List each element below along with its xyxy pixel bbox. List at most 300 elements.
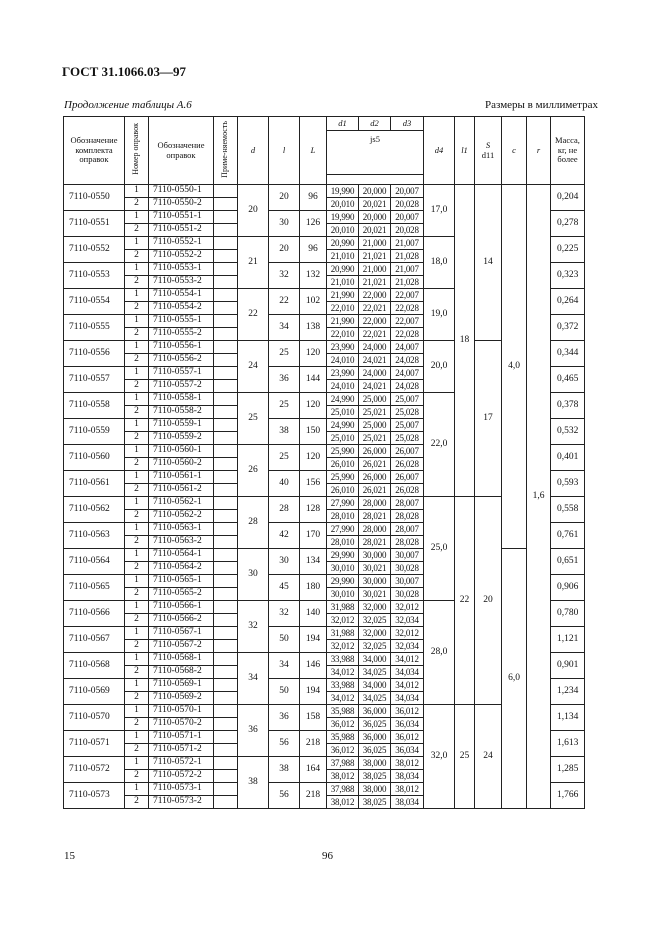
- kit-designation: 7110-0550: [64, 185, 125, 211]
- mandrel-number: 2: [125, 796, 149, 809]
- mandrel-designation: 7110-0562-1: [149, 497, 214, 510]
- d3-value: 20,028: [391, 224, 424, 237]
- l-value: 56: [269, 783, 300, 809]
- d2-value: 38,025: [359, 796, 391, 809]
- applicability-cell: [214, 575, 238, 588]
- mandrel-designation: 7110-0567-1: [149, 627, 214, 640]
- d2-value: 25,021: [359, 432, 391, 445]
- header-r: r: [527, 117, 551, 185]
- d2-value: 34,000: [359, 679, 391, 692]
- d2-value: 25,021: [359, 406, 391, 419]
- mandrel-number: 2: [125, 250, 149, 263]
- applicability-cell: [214, 211, 238, 224]
- d1-value: 38,012: [327, 770, 359, 783]
- kit-designation: 7110-0555: [64, 315, 125, 341]
- mandrel-number: 2: [125, 406, 149, 419]
- L-value: 126: [300, 211, 327, 237]
- d4-value: 32,0: [424, 705, 455, 809]
- kit-designation: 7110-0560: [64, 445, 125, 471]
- d3-value: 34,034: [391, 692, 424, 705]
- L-value: 120: [300, 393, 327, 419]
- header-d4: d4: [424, 117, 455, 185]
- d2-value: 34,025: [359, 692, 391, 705]
- d4-value: 17,0: [424, 185, 455, 237]
- mandrel-designation: 7110-0569-1: [149, 679, 214, 692]
- d2-value: 34,025: [359, 666, 391, 679]
- mandrel-number: 2: [125, 536, 149, 549]
- d1-value: 25,010: [327, 406, 359, 419]
- d2-value: 28,021: [359, 536, 391, 549]
- mandrel-number: 2: [125, 380, 149, 393]
- d1-value: 31,988: [327, 627, 359, 640]
- d2-value: 28,000: [359, 523, 391, 536]
- d2-value: 30,021: [359, 562, 391, 575]
- mandrel-number: 1: [125, 419, 149, 432]
- kit-designation: 7110-0556: [64, 341, 125, 367]
- d2-value: 30,000: [359, 575, 391, 588]
- mass-value: 1,234: [551, 679, 585, 705]
- mandrel-designation: 7110-0554-2: [149, 302, 214, 315]
- kit-designation: 7110-0564: [64, 549, 125, 575]
- d2-value: 32,025: [359, 640, 391, 653]
- d1-value: 31,988: [327, 601, 359, 614]
- table-row: [64, 185, 585, 198]
- d3-value: 28,007: [391, 523, 424, 536]
- applicability-cell: [214, 666, 238, 679]
- d-value: 28: [238, 497, 269, 549]
- applicability-cell: [214, 315, 238, 328]
- mandrel-number: 2: [125, 302, 149, 315]
- d1-value: 21,990: [327, 289, 359, 302]
- mass-value: 1,766: [551, 783, 585, 809]
- mandrel-designation: 7110-0563-1: [149, 523, 214, 536]
- d1-value: 23,990: [327, 341, 359, 354]
- header-l1: l1: [455, 117, 475, 185]
- d3-value: 21,007: [391, 263, 424, 276]
- applicability-cell: [214, 341, 238, 354]
- L-value: 144: [300, 367, 327, 393]
- mandrel-designation: 7110-0553-1: [149, 263, 214, 276]
- mandrel-number: 2: [125, 224, 149, 237]
- kit-designation: 7110-0570: [64, 705, 125, 731]
- mandrel-designation: 7110-0568-1: [149, 653, 214, 666]
- mandrel-designation: 7110-0550-2: [149, 198, 214, 211]
- mandrel-designation: 7110-0558-1: [149, 393, 214, 406]
- d1-value: 25,990: [327, 445, 359, 458]
- d2-value: 28,000: [359, 497, 391, 510]
- L-value: 146: [300, 653, 327, 679]
- d1-value: 24,990: [327, 393, 359, 406]
- l-value: 38: [269, 757, 300, 783]
- mandrel-designation: 7110-0559-2: [149, 432, 214, 445]
- applicability-cell: [214, 484, 238, 497]
- applicability-cell: [214, 523, 238, 536]
- mass-value: 0,465: [551, 367, 585, 393]
- d1-value: 19,990: [327, 211, 359, 224]
- applicability-cell: [214, 185, 238, 198]
- applicability-cell: [214, 679, 238, 692]
- d3-value: 26,007: [391, 471, 424, 484]
- applicability-cell: [214, 497, 238, 510]
- mass-value: 1,121: [551, 627, 585, 653]
- mandrel-designation: 7110-0553-2: [149, 276, 214, 289]
- mandrel-number: 1: [125, 237, 149, 250]
- applicability-cell: [214, 796, 238, 809]
- d3-value: 25,007: [391, 393, 424, 406]
- applicability-cell: [214, 627, 238, 640]
- applicability-cell: [214, 302, 238, 315]
- kit-designation: 7110-0573: [64, 783, 125, 809]
- kit-designation: 7110-0558: [64, 393, 125, 419]
- header-L: L: [300, 117, 327, 185]
- l-value: 30: [269, 211, 300, 237]
- mass-value: 0,593: [551, 471, 585, 497]
- kit-designation: 7110-0554: [64, 289, 125, 315]
- d2-value: 22,021: [359, 328, 391, 341]
- mass-value: 1,613: [551, 731, 585, 757]
- table-header: [64, 117, 585, 185]
- mass-value: 0,378: [551, 393, 585, 419]
- d2-value: 21,021: [359, 250, 391, 263]
- d2-value: 38,000: [359, 757, 391, 770]
- applicability-cell: [214, 406, 238, 419]
- mandrel-number: 2: [125, 562, 149, 575]
- d2-value: 32,025: [359, 614, 391, 627]
- mandrel-designation: 7110-0556-1: [149, 341, 214, 354]
- d1-value: 36,012: [327, 718, 359, 731]
- applicability-cell: [214, 718, 238, 731]
- mandrel-number: 2: [125, 770, 149, 783]
- d1-value: 21,990: [327, 315, 359, 328]
- l-value: 56: [269, 731, 300, 757]
- mass-value: 0,906: [551, 575, 585, 601]
- applicability-cell: [214, 614, 238, 627]
- mandrel-number: 1: [125, 627, 149, 640]
- l-value: 42: [269, 523, 300, 549]
- header-mass: Масса, кг, не более: [551, 117, 585, 185]
- d3-value: 36,034: [391, 718, 424, 731]
- d1-value: 21,010: [327, 250, 359, 263]
- kit-designation: 7110-0551: [64, 211, 125, 237]
- S-value: 14: [475, 185, 502, 341]
- mandrel-number: 1: [125, 289, 149, 302]
- mandrel-number: 1: [125, 705, 149, 718]
- d2-value: 36,000: [359, 731, 391, 744]
- d3-value: 22,028: [391, 328, 424, 341]
- mandrel-designation: 7110-0557-2: [149, 380, 214, 393]
- d3-value: 28,007: [391, 497, 424, 510]
- mandrel-designation: 7110-0559-1: [149, 419, 214, 432]
- d1-value: 36,012: [327, 744, 359, 757]
- L-value: 150: [300, 419, 327, 445]
- d2-value: 32,000: [359, 627, 391, 640]
- mandrel-number: 2: [125, 432, 149, 445]
- l-value: 38: [269, 419, 300, 445]
- kit-designation: 7110-0561: [64, 471, 125, 497]
- L-value: 194: [300, 679, 327, 705]
- kit-designation: 7110-0569: [64, 679, 125, 705]
- L-value: 194: [300, 627, 327, 653]
- mandrel-designation: 7110-0573-2: [149, 796, 214, 809]
- applicability-cell: [214, 757, 238, 770]
- mandrel-designation: 7110-0566-2: [149, 614, 214, 627]
- d1-value: 24,010: [327, 354, 359, 367]
- mandrel-designation: 7110-0566-1: [149, 601, 214, 614]
- applicability-cell: [214, 549, 238, 562]
- L-value: 158: [300, 705, 327, 731]
- d2-value: 20,000: [359, 211, 391, 224]
- header-d: d: [238, 117, 269, 185]
- mass-value: 0,532: [551, 419, 585, 445]
- header-d2: d2: [359, 117, 391, 131]
- mandrel-number: 1: [125, 263, 149, 276]
- applicability-cell: [214, 263, 238, 276]
- L-value: 170: [300, 523, 327, 549]
- d1-value: 34,012: [327, 692, 359, 705]
- d-value: 36: [238, 705, 269, 757]
- mandrel-number: 2: [125, 198, 149, 211]
- L-value: 96: [300, 237, 327, 263]
- d1-value: 25,010: [327, 432, 359, 445]
- d3-value: 20,007: [391, 185, 424, 198]
- mandrel-number: 2: [125, 354, 149, 367]
- d2-value: 36,000: [359, 705, 391, 718]
- applicability-cell: [214, 562, 238, 575]
- mass-value: 0,323: [551, 263, 585, 289]
- applicability-cell: [214, 354, 238, 367]
- mandrel-designation: 7110-0552-1: [149, 237, 214, 250]
- header-applicability: Приме-няемость: [214, 117, 238, 185]
- header-mandrel: Обозначение оправок: [149, 117, 214, 185]
- d3-value: 24,007: [391, 341, 424, 354]
- mass-value: 1,285: [551, 757, 585, 783]
- header-S: S d11: [475, 117, 502, 185]
- d4-value: 19,0: [424, 289, 455, 341]
- mandrel-number: 2: [125, 744, 149, 757]
- kit-designation: 7110-0553: [64, 263, 125, 289]
- applicability-cell: [214, 770, 238, 783]
- l-value: 34: [269, 653, 300, 679]
- d3-value: 22,007: [391, 315, 424, 328]
- L-value: 164: [300, 757, 327, 783]
- kit-designation: 7110-0552: [64, 237, 125, 263]
- applicability-cell: [214, 653, 238, 666]
- applicability-cell: [214, 393, 238, 406]
- d2-value: 20,021: [359, 224, 391, 237]
- mass-value: 0,901: [551, 653, 585, 679]
- d-value: 26: [238, 445, 269, 497]
- d2-value: 25,000: [359, 393, 391, 406]
- applicability-cell: [214, 198, 238, 211]
- applicability-cell: [214, 510, 238, 523]
- d1-value: 20,010: [327, 198, 359, 211]
- d3-value: 30,007: [391, 549, 424, 562]
- d3-value: 22,028: [391, 302, 424, 315]
- d2-value: 21,021: [359, 276, 391, 289]
- l-value: 20: [269, 237, 300, 263]
- d2-value: 21,000: [359, 237, 391, 250]
- header-c: c: [502, 117, 527, 185]
- d2-value: 24,021: [359, 380, 391, 393]
- d-value: 24: [238, 341, 269, 393]
- c-value: 4,0: [502, 185, 527, 549]
- l-value: 36: [269, 705, 300, 731]
- mandrel-number: 2: [125, 458, 149, 471]
- page-number-left: 15: [64, 850, 75, 862]
- d2-value: 20,021: [359, 198, 391, 211]
- d2-value: 28,021: [359, 510, 391, 523]
- d1-value: 28,010: [327, 536, 359, 549]
- table-row: [64, 549, 585, 562]
- kit-designation: 7110-0557: [64, 367, 125, 393]
- mandrel-designation: 7110-0569-2: [149, 692, 214, 705]
- d2-value: 22,021: [359, 302, 391, 315]
- d1-value: 30,010: [327, 562, 359, 575]
- d2-value: 36,025: [359, 718, 391, 731]
- d3-value: 22,007: [391, 289, 424, 302]
- d3-value: 21,028: [391, 276, 424, 289]
- mandrel-number: 1: [125, 601, 149, 614]
- d1-value: 20,990: [327, 263, 359, 276]
- mandrel-designation: 7110-0568-2: [149, 666, 214, 679]
- d2-value: 34,000: [359, 653, 391, 666]
- d3-value: 36,034: [391, 744, 424, 757]
- kit-designation: 7110-0566: [64, 601, 125, 627]
- d-value: 32: [238, 601, 269, 653]
- d1-value: 26,010: [327, 484, 359, 497]
- applicability-cell: [214, 276, 238, 289]
- d3-value: 30,028: [391, 562, 424, 575]
- mandrel-designation: 7110-0555-1: [149, 315, 214, 328]
- S-value: 20: [475, 497, 502, 705]
- d3-value: 32,034: [391, 614, 424, 627]
- applicability-cell: [214, 705, 238, 718]
- applicability-cell: [214, 289, 238, 302]
- d3-value: 38,012: [391, 783, 424, 796]
- d2-value: 36,025: [359, 744, 391, 757]
- applicability-cell: [214, 419, 238, 432]
- applicability-cell: [214, 783, 238, 796]
- mandrel-number: 2: [125, 718, 149, 731]
- d-value: 21: [238, 237, 269, 289]
- d1-value: 28,010: [327, 510, 359, 523]
- d4-value: 18,0: [424, 237, 455, 289]
- kit-designation: 7110-0563: [64, 523, 125, 549]
- d1-value: 26,010: [327, 458, 359, 471]
- header-d1: d1: [327, 117, 359, 131]
- L-value: 120: [300, 341, 327, 367]
- d2-value: 26,021: [359, 484, 391, 497]
- l-value: 25: [269, 341, 300, 367]
- applicability-cell: [214, 380, 238, 393]
- mandrel-designation: 7110-0555-2: [149, 328, 214, 341]
- d2-value: 26,021: [359, 458, 391, 471]
- kit-designation: 7110-0562: [64, 497, 125, 523]
- mandrel-designation: 7110-0554-1: [149, 289, 214, 302]
- d1-value: 33,988: [327, 679, 359, 692]
- r-value: 1,6: [527, 185, 551, 809]
- l-value: 50: [269, 627, 300, 653]
- l1-value: 22: [455, 497, 475, 705]
- mass-value: 0,761: [551, 523, 585, 549]
- l-value: 36: [269, 367, 300, 393]
- applicability-cell: [214, 471, 238, 484]
- table-continuation-caption: Продолжение таблицы А.6: [64, 99, 192, 111]
- d2-value: 22,000: [359, 315, 391, 328]
- d-value: 25: [238, 393, 269, 445]
- applicability-cell: [214, 224, 238, 237]
- d2-value: 24,000: [359, 367, 391, 380]
- header-kit: Обозначение комплекта оправок: [64, 117, 125, 185]
- d3-value: 26,028: [391, 458, 424, 471]
- d2-value: 25,000: [359, 419, 391, 432]
- c-value: 6,0: [502, 549, 527, 809]
- mass-value: 1,134: [551, 705, 585, 731]
- d3-value: 38,034: [391, 770, 424, 783]
- mass-value: 0,344: [551, 341, 585, 367]
- mass-value: 0,651: [551, 549, 585, 575]
- S-value: 17: [475, 341, 502, 497]
- d1-value: 38,012: [327, 796, 359, 809]
- d3-value: 34,012: [391, 679, 424, 692]
- d3-value: 38,034: [391, 796, 424, 809]
- l-value: 40: [269, 471, 300, 497]
- mandrel-designation: 7110-0550-1: [149, 185, 214, 198]
- applicability-cell: [214, 250, 238, 263]
- d1-value: 25,990: [327, 471, 359, 484]
- applicability-cell: [214, 692, 238, 705]
- mandrel-designation: 7110-0572-2: [149, 770, 214, 783]
- d2-value: 26,000: [359, 471, 391, 484]
- mass-value: 0,558: [551, 497, 585, 523]
- L-value: 120: [300, 445, 327, 471]
- mandrel-designation: 7110-0557-1: [149, 367, 214, 380]
- L-value: 218: [300, 783, 327, 809]
- d3-value: 25,028: [391, 406, 424, 419]
- d2-value: 24,000: [359, 341, 391, 354]
- applicability-cell: [214, 328, 238, 341]
- header-l: l: [269, 117, 300, 185]
- d1-value: 22,010: [327, 328, 359, 341]
- applicability-cell: [214, 744, 238, 757]
- kit-designation: 7110-0572: [64, 757, 125, 783]
- d1-value: 23,990: [327, 367, 359, 380]
- mandrel-number: 1: [125, 341, 149, 354]
- l-value: 45: [269, 575, 300, 601]
- mandrel-number: 1: [125, 731, 149, 744]
- d3-value: 25,028: [391, 432, 424, 445]
- mandrel-number: 1: [125, 549, 149, 562]
- mandrel-number: 1: [125, 367, 149, 380]
- d3-value: 25,007: [391, 419, 424, 432]
- mandrel-designation: 7110-0552-2: [149, 250, 214, 263]
- mandrel-number: 1: [125, 497, 149, 510]
- applicability-cell: [214, 237, 238, 250]
- d2-value: 24,021: [359, 354, 391, 367]
- mandrel-designation: 7110-0567-2: [149, 640, 214, 653]
- d1-value: 20,990: [327, 237, 359, 250]
- d3-value: 26,028: [391, 484, 424, 497]
- L-value: 218: [300, 731, 327, 757]
- d3-value: 38,012: [391, 757, 424, 770]
- mandrel-number: 2: [125, 640, 149, 653]
- d4-value: 25,0: [424, 497, 455, 601]
- mandrel-number: 2: [125, 692, 149, 705]
- L-value: 134: [300, 549, 327, 575]
- mandrel-designation: 7110-0570-1: [149, 705, 214, 718]
- l-value: 34: [269, 315, 300, 341]
- d2-value: 26,000: [359, 445, 391, 458]
